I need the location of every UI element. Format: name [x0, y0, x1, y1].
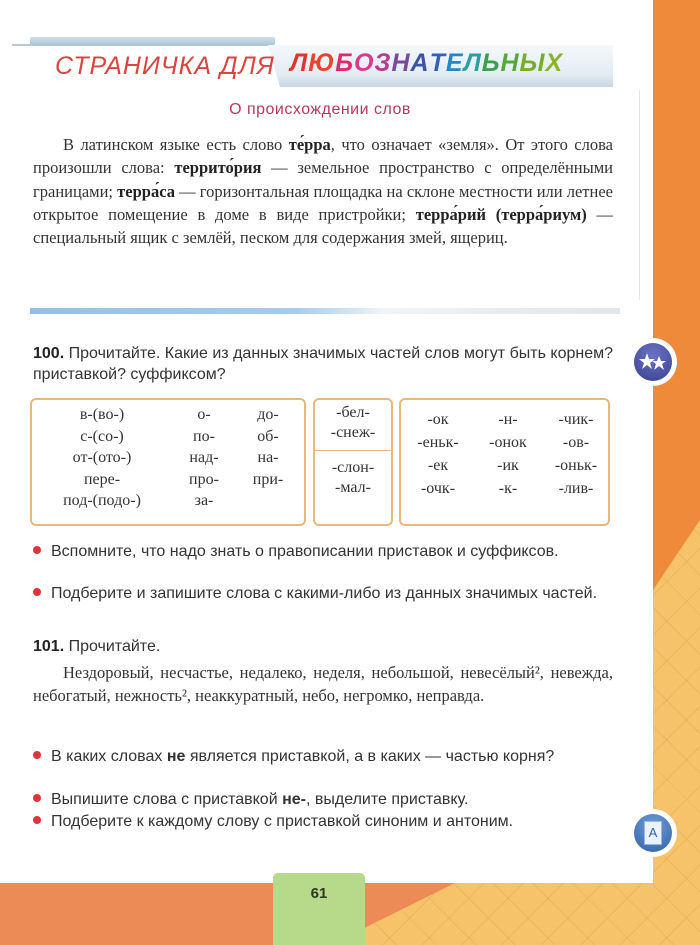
- info-title: О происхождении слов: [229, 101, 411, 118]
- title-letter: О: [353, 49, 375, 77]
- prefix-item: в-(во-): [79, 406, 125, 423]
- roots-box: [313, 398, 393, 526]
- task-100-prompt: [33, 343, 613, 385]
- task-100-text: Прочитайте. Какие из данных значимых частей слов могут быть корнем? приставкой? суффиксом?: [33, 345, 613, 383]
- suffix-item: -н-: [498, 411, 518, 428]
- root-item: -снеж-: [330, 424, 376, 441]
- title-letter: Ю: [308, 49, 336, 77]
- suffix-item: -к-: [498, 480, 518, 497]
- task-100-bullet-1: Вспомните, что надо знать о правописании приставок и суффиксов.: [33, 541, 613, 562]
- prefix-item: до-: [257, 406, 279, 423]
- task-101-bullet-1: В каких словах не является приставкой, а в каких — частью корня?: [33, 746, 613, 767]
- prefix-item: при-: [252, 470, 284, 488]
- prefix-item: за-: [194, 492, 214, 509]
- page-number: 61: [310, 885, 328, 902]
- prefix-item: от-(ото-): [72, 449, 132, 466]
- task-101-words: Нездоровый, несчастье, недалеко, неделя, небольшой, невесёлый², невежда, небогатый, нежность², неаккуратный, небо, негромко, неправда.: [33, 663, 613, 705]
- title-letter: Л: [463, 49, 482, 77]
- suffix-item: -оньк-: [554, 457, 598, 474]
- two-stars-icon: [634, 343, 672, 381]
- prefix-item: с-(со-): [80, 427, 124, 445]
- task-101-text: Прочитайте.: [64, 638, 161, 655]
- roots-separator: [315, 450, 391, 451]
- prefix-item: по-: [193, 427, 215, 445]
- title-letter: Ы: [519, 49, 546, 77]
- suffix-item: -чик-: [558, 411, 594, 428]
- prefix-item: на-: [257, 449, 279, 466]
- bullet-icon: [33, 546, 41, 554]
- prefix-item: про-: [189, 470, 219, 488]
- stars-badge[interactable]: [629, 338, 677, 386]
- root-item: -слон-: [331, 459, 375, 476]
- suffix-item: -лив-: [558, 480, 594, 497]
- section-title-left: СТРАНИЧКА ДЛЯ: [55, 52, 275, 80]
- suffix-item: -ек: [427, 457, 449, 474]
- dictionary-icon: A: [634, 814, 672, 852]
- prefixes-box: [30, 398, 306, 526]
- roots-bottom: [315, 458, 391, 498]
- prefix-item: над-: [189, 449, 219, 466]
- root-item: -мал-: [335, 479, 371, 496]
- dictionary-badge[interactable]: [629, 809, 677, 857]
- info-paragraph: В латинском языке есть слово те́рра, что означает «земля». От этого слова произошли слова: террито́рия — земельное пространство с определёнными границами; терра́са — горизонтальная площадка на склоне местности или летнее открытое помещение в доме в виде пристройки; терра́рий (терра́риум) — специальный ящик с землёй, песком для содержания змей, ящериц.: [33, 135, 614, 248]
- title-letter: Т: [429, 49, 446, 77]
- bullet-icon: [33, 794, 41, 802]
- prefix-item: об-: [257, 427, 279, 445]
- bullet-icon: [33, 751, 41, 759]
- task-100-number: 100.: [33, 345, 65, 362]
- prefix-item: [238, 491, 298, 512]
- suffix-item: -очк-: [420, 480, 456, 497]
- suffix-item: -ик: [497, 457, 519, 474]
- prefix-item: под-(подо-): [63, 492, 141, 509]
- title-letter: Н: [391, 49, 411, 77]
- title-letter: Л: [290, 49, 309, 77]
- prefixes-grid: [32, 400, 304, 512]
- prefix-item: о-: [197, 406, 211, 423]
- title-letter: Е: [445, 49, 464, 77]
- bullet-icon: [33, 816, 41, 824]
- task-100-bullet-2: Подберите и запишите слова с какими-либо из данных значимых частей.: [33, 583, 613, 604]
- suffix-item: -еньк-: [417, 434, 459, 451]
- section-divider: [30, 308, 620, 314]
- title-letter: А: [410, 49, 430, 77]
- title-letter: Б: [335, 49, 354, 77]
- task-101-bullet-3: Подберите к каждому слову с приставкой синоним и антоним.: [33, 811, 613, 832]
- suffixes-box: [399, 398, 610, 526]
- title-letter: З: [374, 49, 392, 77]
- root-item: -бел-: [336, 404, 370, 421]
- prefix-item: пере-: [83, 470, 121, 488]
- header-band-left: [30, 37, 275, 45]
- title-letter: Н: [500, 49, 520, 77]
- task-101-prompt: [33, 636, 613, 657]
- suffix-item: -ок: [427, 411, 449, 428]
- suffix-item: -ов-: [562, 434, 590, 451]
- page-number-tab: [273, 873, 365, 945]
- bullet-icon: [33, 588, 41, 596]
- task-101-number: 101.: [33, 638, 65, 655]
- roots-top: [315, 403, 391, 443]
- section-title-right: [290, 49, 563, 78]
- suffix-item: -онок: [489, 434, 527, 451]
- title-letter: Х: [545, 49, 564, 77]
- suffixes-grid: [401, 400, 608, 499]
- task-101-bullet-2: Выпишите слова с приставкой не-, выделите приставку.: [33, 789, 613, 810]
- title-letter: Ь: [481, 49, 501, 77]
